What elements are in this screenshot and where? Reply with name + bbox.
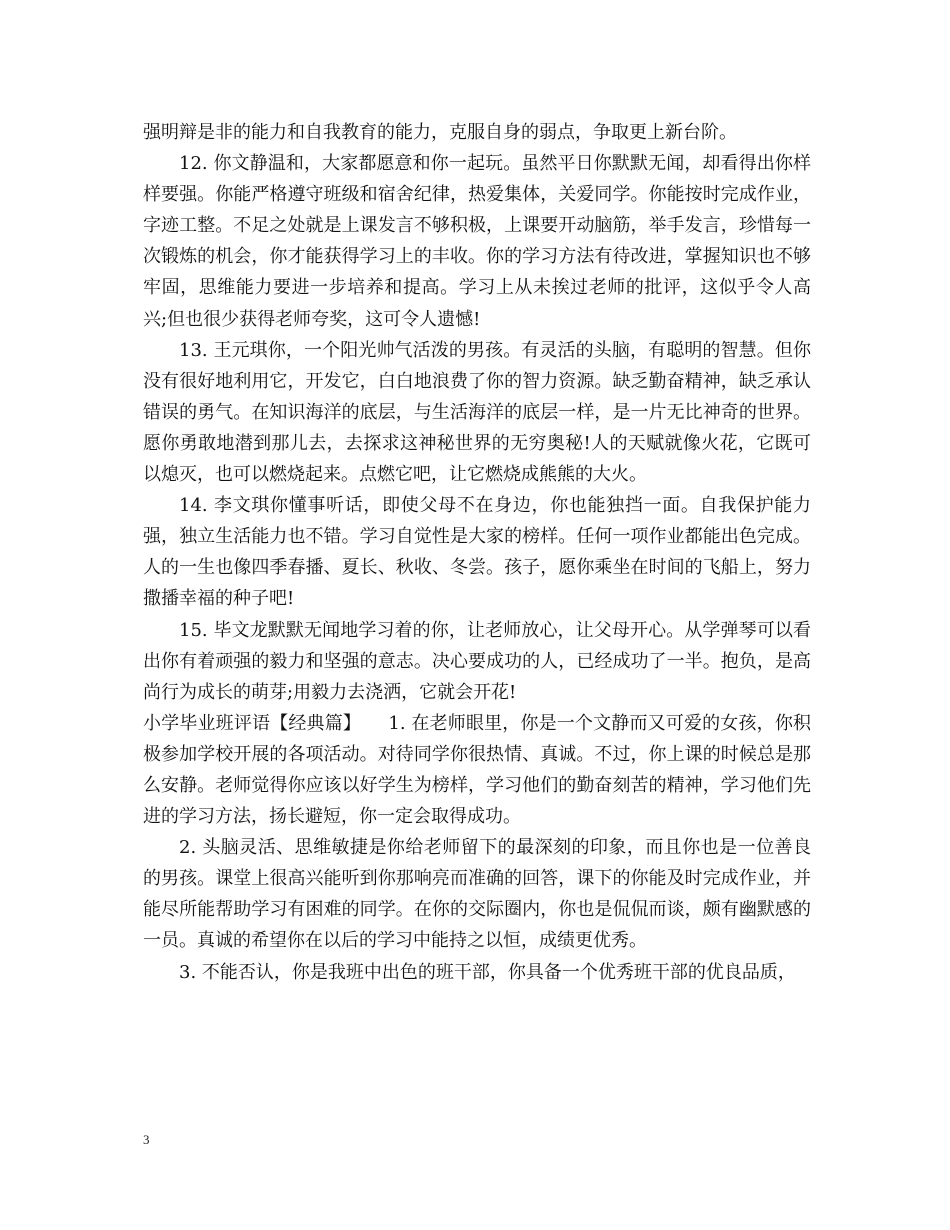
paragraph-continuation: 强明辩是非的能力和自我教育的能力，克服自身的弱点，争取更上新台阶。 <box>143 122 737 143</box>
document-body <box>143 117 811 988</box>
paragraph-item-13: 13. 王元琪你，一个阳光帅气活泼的男孩。有灵活的头脑，有聪明的智慧。但你没有很好地利用它，开发它，白白地浪费了你的智力资源。缺乏勤奋精神，缺乏承认错误的勇气。在知识海洋的底层，与生活海洋的底层一样，是一片无比神奇的世界。愿你勇敢地潜到那儿去，去探求这神秘世界的无穷奥秘!人的天赋就像火花，它既可以熄灭，也可以燃烧起来。点燃它吧，让它燃烧成熊熊的大火。 <box>143 339 811 486</box>
paragraph-item-3: 3. 不能否认，你是我班中出色的班干部，你具备一个优秀班干部的优良品质， <box>179 961 796 983</box>
paragraph-item-2: 2. 头脑灵活、思维敏捷是你给老师留下的最深刻的印象，而且你也是一位善良的男孩。课堂上很高兴能听到你那响亮而准确的回答，课下的你能及时完成作业，并能尽所能帮助学习有困难的同学。在你的交际圈内，你也是侃侃而谈，颇有幽默感的一员。真诚的希望你在以后的学习中能持之以恒，成绩更优秀。 <box>143 837 811 952</box>
paragraph-item-15: 15. 毕文龙默默无闻地学习着的你，让老师放心，让父母开心。从学弹琴可以看出你有着顽强的毅力和坚强的意志。决心要成功的人，已经成功了一半。抱负，是高尚行为成长的萌芽;用毅力去浇洒，它就会开花! <box>143 619 811 703</box>
paragraph-item-14: 14. 李文琪你懂事听话，即使父母不在身边，你也能独挡一面。自我保护能力强，独立生活能力也不错。学习自觉性是大家的榜样。任何一项作业都能出色完成。人的一生也像四季春播、夏长、秋收、冬尝。孩子，愿你乘坐在时间的飞船上，努力撒播幸福的种子吧! <box>143 495 811 610</box>
page-number: 3 <box>143 1132 150 1147</box>
paragraph-section-heading-item-1: 小学毕业班评语【经典篇】 1. 在老师眼里，你是一个文静而又可爱的女孩，你积极参加学校开展的各项活动。对待同学你很热情、真诚。不过，你上课的时候总是那么安静。老师觉得你应该以好学生为榜样，学习他们的勤奋刻苦的精神，学习他们先进的学习方法，扬长避短，你一定会取得成功。 <box>143 712 811 828</box>
paragraph-item-12: 12. 你文静温和，大家都愿意和你一起玩。虽然平日你默默无闻，却看得出你样样要强。你能严格遵守班级和宿舍纪律，热爱集体，关爱同学。你能按时完成作业，字迹工整。不足之处就是上课发言不够积极，上课要开动脑筋，举手发言，珍惜每一次锻炼的机会，你才能获得学习上的丰收。你的学习方法有待改进，掌握知识也不够牢固，思维能力要进一步培养和提高。学习上从未挨过老师的批评，这似乎令人高兴;但也很少获得老师夸奖，这可令人遗憾! <box>143 153 811 330</box>
